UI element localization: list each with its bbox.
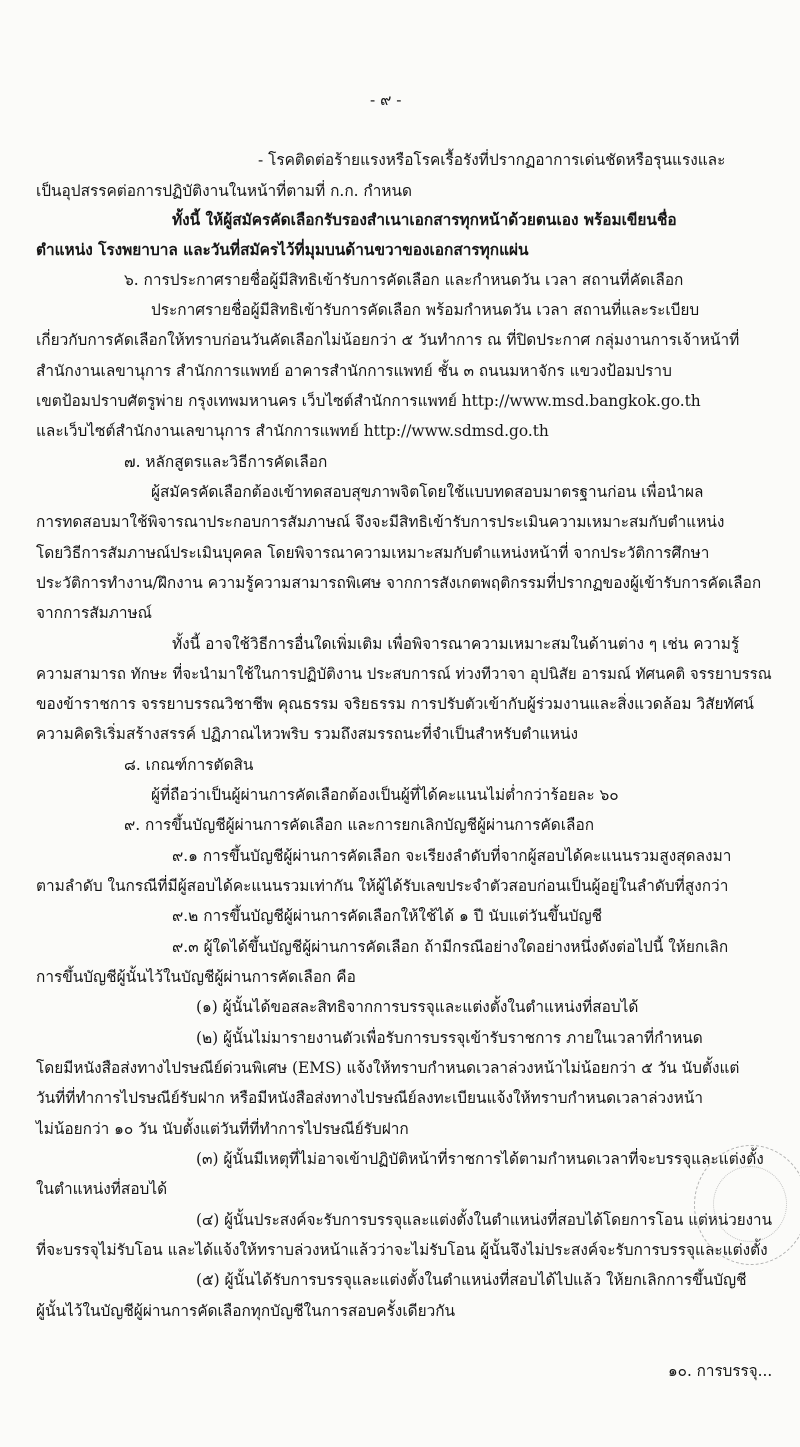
paragraph-line: เขตป้อมปราบศัตรูพ่าย กรุงเทพมหานคร เว็บไซต์สำนักการแพทย์ http://www.msd.bangkok.go.th <box>36 392 701 410</box>
paragraph-line: ผู้ที่ถือว่าเป็นผู้ผ่านการคัดเลือกต้องเป็นผู้ที่ได้คะแนนไม่ต่ำกว่าร้อยละ ๖๐ <box>151 786 619 804</box>
list-item: (๒) ผู้นั้นไม่มารายงานตัวเพื่อรับการบรรจุเข้ารับราชการ ภายในเวลาที่กำหนด <box>196 1029 703 1047</box>
page-number: - ๙ - <box>370 91 402 109</box>
paragraph-line: ๙.๑ การขึ้นบัญชีผู้ผ่านการคัดเลือก จะเรียงลำดับที่จากผู้สอบได้คะแนนรวมสูงสุดลงมา <box>172 847 732 865</box>
section-heading-9: ๙. การขึ้นบัญชีผู้ผ่านการคัดเลือก และการยกเลิกบัญชีผู้ผ่านการคัดเลือก <box>124 816 595 834</box>
section-heading-7: ๗. หลักสูตรและวิธีการคัดเลือก <box>124 453 328 471</box>
paragraph-line: ตามลำดับ ในกรณีที่มีผู้สอบได้คะแนนรวมเท่ากัน ให้ผู้ได้รับเลขประจำตัวสอบก่อนเป็นผู้อยู่ในลำดับที่สูงกว่า <box>36 877 729 895</box>
paragraph-line: ในตำแหน่งที่สอบได้ <box>36 1180 168 1198</box>
list-item: (๓) ผู้นั้นมีเหตุที่ไม่อาจเข้าปฏิบัติหน้าที่ราชการได้ตามกำหนดเวลาที่จะบรรจุและแต่งตั้ง <box>196 1150 764 1168</box>
paragraph-line: ประกาศรายชื่อผู้มีสิทธิเข้ารับการคัดเลือก พร้อมกำหนดวัน เวลา สถานที่และระเบียบ <box>151 301 700 319</box>
paragraph-line: และเว็บไซต์สำนักงานเลขานุการ สำนักการแพทย์ http://www.sdmsd.go.th <box>36 422 549 440</box>
official-seal-stamp <box>694 1145 800 1265</box>
paragraph-line: โดยมีหนังสือส่งทางไปรษณีย์ด่วนพิเศษ (EMS) แจ้งให้ทราบกำหนดเวลาล่วงหน้าไม่น้อยกว่า ๕ วัน นับตั้งแต่ <box>36 1059 740 1077</box>
paragraph-line: เป็นอุปสรรคต่อการปฏิบัติงานในหน้าที่ตามที่ ก.ก. กำหนด <box>36 182 413 200</box>
paragraph-line: ๙.๓ ผู้ใดได้ขึ้นบัญชีผู้ผ่านการคัดเลือก ถ้ามีกรณีอย่างใดอย่างหนึ่งดังต่อไปนี้ ให้ยกเลิก <box>172 938 729 956</box>
paragraph-line: ทั้งนี้ ให้ผู้สมัครคัดเลือกรับรองสำเนาเอกสารทุกหน้าด้วยตนเอง พร้อมเขียนชื่อ <box>172 211 677 229</box>
paragraph-line: การทดสอบมาใช้พิจารณาประกอบการสัมภาษณ์ จึงจะมีสิทธิเข้ารับการประเมินความเหมาะสมกับตำแหน่ง <box>36 513 725 531</box>
paragraph-line: ๙.๒ การขึ้นบัญชีผู้ผ่านการคัดเลือกให้ใช้ได้ ๑ ปี นับแต่วันขึ้นบัญชี <box>172 907 603 925</box>
paragraph-line: ที่จะบรรจุไม่รับโอน และได้แจ้งให้ทราบล่วงหน้าแล้วว่าจะไม่รับโอน ผู้นั้นจึงไม่ประสงค์จะรับการบรรจุและแต่งตั้ง <box>36 1241 768 1259</box>
seal-inner-ring <box>713 1166 787 1242</box>
paragraph-line: โดยวิธีการสัมภาษณ์ประเมินบุคคล โดยพิจารณาความเหมาะสมกับตำแหน่งหน้าที่ จากประวัติการศึกษา <box>36 544 710 562</box>
paragraph-line: ของข้าราชการ จรรยาบรรณวิชาชีพ คุณธรรม จริยธรรม การปรับตัวเข้ากับผู้ร่วมงานและสิ่งแวดล้อม วิสัยทัศน์ <box>36 695 754 713</box>
paragraph-line: การขึ้นบัญชีผู้นั้นไว้ในบัญชีผู้ผ่านการคัดเลือก คือ <box>36 968 356 986</box>
list-item: (๕) ผู้นั้นได้รับการบรรจุและแต่งตั้งในตำแหน่งที่สอบได้ไปแล้ว ให้ยกเลิกการขึ้นบัญชี <box>196 1271 747 1289</box>
list-item: (๔) ผู้นั้นประสงค์จะรับการบรรจุและแต่งตั้งในตำแหน่งที่สอบได้โดยการโอน แต่หน่วยงาน <box>196 1211 772 1229</box>
section-heading-8: ๘. เกณฑ์การตัดสิน <box>124 756 254 774</box>
paragraph-line: ความสามารถ ทักษะ ที่จะนำมาใช้ในการปฏิบัติงาน ประสบการณ์ ท่วงทีวาจา อุปนิสัย อารมณ์ ทัศนคติ จรรยาบรรณ <box>36 665 772 683</box>
paragraph-line: ไม่น้อยกว่า ๑๐ วัน นับตั้งแต่วันที่ที่ทำการไปรษณีย์รับฝาก <box>36 1120 409 1138</box>
paragraph-line: เกี่ยวกับการคัดเลือกให้ทราบก่อนวันคัดเลือกไม่น้อยกว่า ๕ วันทำการ ณ ที่ปิดประกาศ กลุ่มงานการเจ้าหน้าที่ <box>36 331 740 349</box>
paragraph-line: จากการสัมภาษณ์ <box>36 604 152 622</box>
paragraph-line: วันที่ที่ทำการไปรษณีย์รับฝาก หรือมีหนังสือส่งทางไปรษณีย์ลงทะเบียนแจ้งให้ทราบกำหนดเวลาล่วงหน้า <box>36 1089 703 1107</box>
paragraph-line: ผู้สมัครคัดเลือกต้องเข้าทดสอบสุขภาพจิตโดยใช้แบบทดสอบมาตรฐานก่อน เพื่อนำผล <box>151 483 704 501</box>
paragraph-line: - โรคติดต่อร้ายแรงหรือโรคเรื้อรังที่ปรากฏอาการเด่นชัดหรือรุนแรงและ <box>258 151 726 169</box>
paragraph-line: ประวัติการทำงาน/ฝึกงาน ความรู้ความสามารถพิเศษ จากการสังเกตพฤติกรรมที่ปรากฏของผู้เข้ารับการคัดเลือก <box>36 574 762 592</box>
paragraph-line: ทั้งนี้ อาจใช้วิธีการอื่นใดเพิ่มเติม เพื่อพิจารณาความเหมาะสมในด้านต่าง ๆ เช่น ความรู้ <box>172 635 740 653</box>
paragraph-line: ตำแหน่ง โรงพยาบาล และวันที่สมัครไว้ที่มุมบนด้านขวาของเอกสารทุกแผ่น <box>36 241 529 259</box>
paragraph-line: ความคิดริเริ่มสร้างสรรค์ ปฏิภาณไหวพริบ รวมถึงสมรรถนะที่จำเป็นสำหรับตำแหน่ง <box>36 725 579 743</box>
paragraph-line: สำนักงานเลขานุการ สำนักการแพทย์ อาคารสำนักการแพทย์ ชั้น ๓ ถนนมหาจักร แขวงป้อมปราบ <box>36 362 672 380</box>
paragraph-line: ผู้นั้นไว้ในบัญชีผู้ผ่านการคัดเลือกทุกบัญชีในการสอบครั้งเดียวกัน <box>36 1302 456 1320</box>
section-heading-6: ๖. การประกาศรายชื่อผู้มีสิทธิเข้ารับการคัดเลือก และกำหนดวัน เวลา สถานที่คัดเลือก <box>124 271 684 289</box>
list-item: (๑) ผู้นั้นได้ขอสละสิทธิจากการบรรจุและแต่งตั้งในตำแหน่งที่สอบได้ <box>196 998 639 1016</box>
continuation-footer: ๑๐. การบรรจุ... <box>668 1362 773 1380</box>
